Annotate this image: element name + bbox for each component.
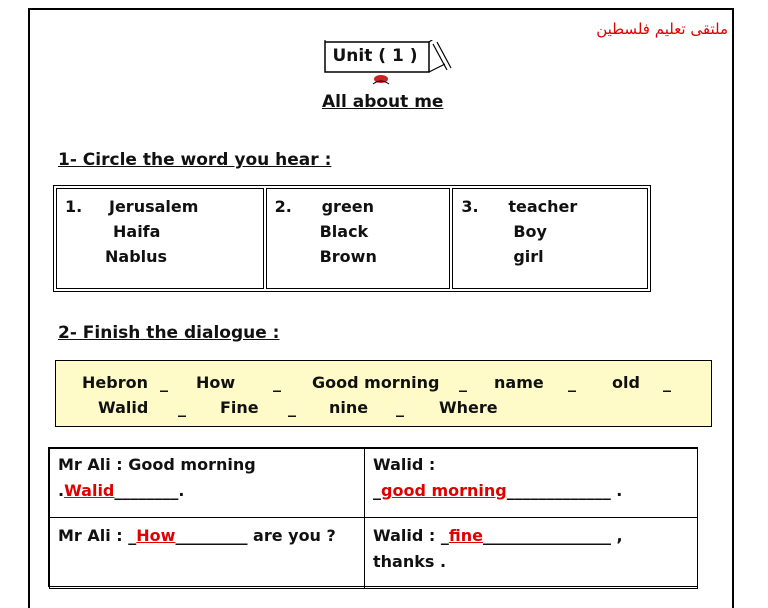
choice-group-3 bbox=[452, 188, 648, 289]
unit-title: Unit ( 1 ) bbox=[332, 46, 418, 66]
circle-word-table bbox=[53, 185, 651, 292]
blank-line: ________________ , bbox=[482, 526, 623, 545]
bank-word: Where bbox=[439, 398, 498, 417]
filled-answer: Walid bbox=[64, 481, 115, 500]
group-number: 3. bbox=[461, 197, 479, 216]
dialogue-cell-walid-1 bbox=[364, 448, 698, 518]
section1-title: 1- Circle the word you hear : bbox=[58, 150, 332, 170]
blank-line: _____________ . bbox=[506, 481, 623, 500]
line-prefix: _ bbox=[128, 526, 137, 545]
site-watermark-text: ملتقى تعليم فلسطين bbox=[596, 20, 728, 38]
choice-group-1 bbox=[56, 188, 264, 289]
word-bank bbox=[55, 360, 712, 427]
dialogue-cell-mr-ali-2 bbox=[49, 517, 365, 589]
blank-line: ________. bbox=[114, 481, 185, 500]
choice-word[interactable]: Nablus bbox=[105, 247, 168, 266]
choice-word[interactable]: Haifa bbox=[113, 222, 161, 241]
bank-separator: _ bbox=[273, 373, 281, 392]
choice-word[interactable]: Brown bbox=[319, 247, 377, 266]
line-prefix: . bbox=[58, 481, 65, 500]
group-number: 1. bbox=[65, 197, 83, 216]
bank-word: Fine bbox=[220, 398, 259, 417]
choice-word[interactable]: Black bbox=[319, 222, 369, 241]
unit-title-frame bbox=[323, 40, 441, 76]
line-prefix: _ bbox=[440, 526, 449, 545]
bank-separator: _ bbox=[396, 398, 404, 417]
bank-separator: _ bbox=[568, 373, 576, 392]
group-number: 2. bbox=[274, 197, 292, 216]
section2-title: 2- Finish the dialogue : bbox=[58, 323, 280, 343]
dialogue-line[interactable] bbox=[373, 526, 623, 545]
filled-answer: good morning bbox=[381, 481, 507, 500]
choice-group-2 bbox=[266, 188, 451, 289]
dialogue-cell-walid-2 bbox=[364, 517, 698, 589]
choice-word[interactable]: Jerusalem bbox=[109, 197, 199, 216]
bank-word: How bbox=[196, 373, 236, 392]
choice-word[interactable]: teacher bbox=[508, 197, 578, 216]
bank-separator: _ bbox=[459, 373, 467, 392]
choice-word[interactable]: girl bbox=[513, 247, 544, 266]
dialogue-line[interactable] bbox=[58, 526, 336, 545]
bank-word: Good morning bbox=[312, 373, 440, 392]
bank-separator: _ bbox=[663, 373, 671, 392]
choice-word[interactable]: green bbox=[321, 197, 375, 216]
bank-word: Hebron bbox=[82, 373, 148, 392]
filled-answer: fine bbox=[448, 526, 483, 545]
dialogue-prompt: Mr Ali : Good morning bbox=[58, 455, 256, 474]
dialogue-answer-line[interactable] bbox=[58, 481, 184, 500]
dialogue-prompt: Walid : bbox=[373, 455, 436, 474]
dialogue-line-continued: thanks . bbox=[373, 552, 447, 571]
dialogue-prompt: Walid : bbox=[373, 526, 441, 545]
bank-word: nine bbox=[329, 398, 369, 417]
blank-line: _________ are you ? bbox=[175, 526, 336, 545]
choice-word[interactable]: Boy bbox=[513, 222, 547, 241]
filled-answer: How bbox=[136, 526, 176, 545]
dialogue-prompt: Mr Ali : bbox=[58, 526, 129, 545]
unit-subtitle: All about me bbox=[322, 92, 444, 112]
bank-word: name bbox=[494, 373, 544, 392]
dialogue-table bbox=[48, 447, 698, 587]
line-prefix: _ bbox=[373, 481, 381, 500]
bank-word: Walid bbox=[98, 398, 149, 417]
dialogue-cell-mr-ali-1 bbox=[49, 448, 365, 518]
bank-separator: _ bbox=[178, 398, 186, 417]
bank-separator: _ bbox=[288, 398, 296, 417]
dialogue-answer-line[interactable] bbox=[373, 481, 622, 500]
bank-word: old bbox=[612, 373, 640, 392]
bank-separator: _ bbox=[160, 373, 168, 392]
